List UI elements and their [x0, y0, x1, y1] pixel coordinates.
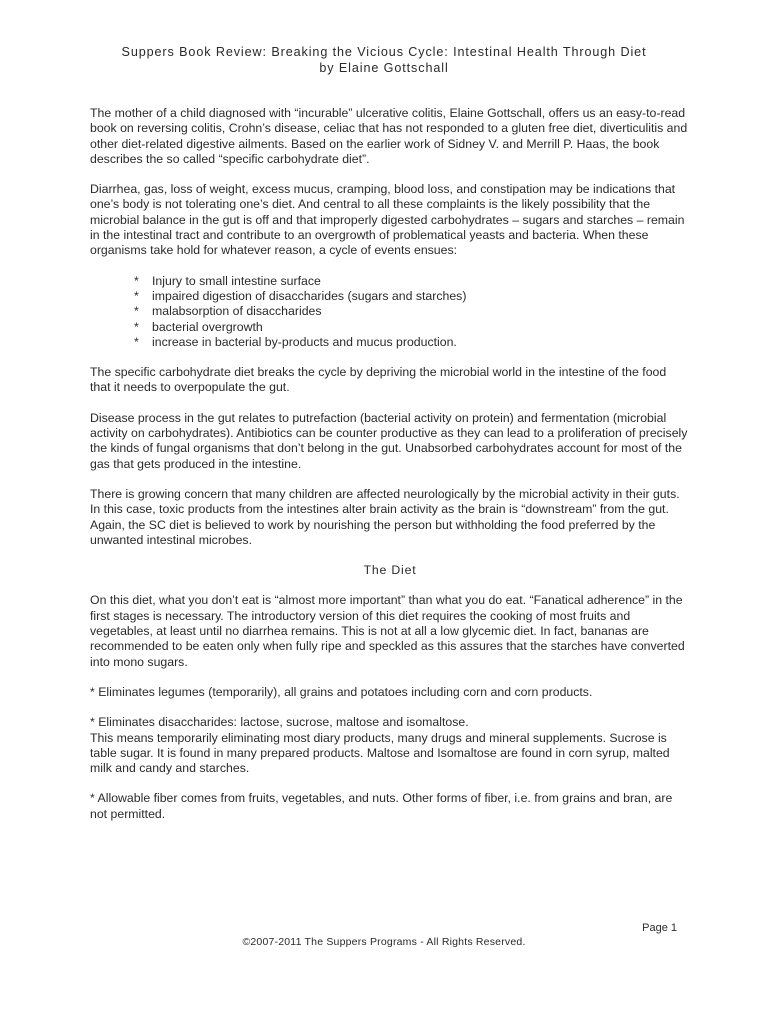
list-item: * malabsorption of disaccharides	[134, 304, 322, 319]
paragraph-intro: The mother of a child diagnosed with “incurable” ulcerative colitis, Elaine Gottschall, offers us an easy-to-read book on reversing colitis, Crohn’s disease, celiac that has not responded to a gluten free diet, diverticulitis and other diet-related digestive ailments. Based on the earlier work of Sidney V. and Merrill P. Haas, the book describes the so called “specific carbohydrate diet”.	[90, 106, 688, 166]
page-number: Page 1	[642, 922, 677, 934]
section-heading-the-diet: The Diet	[363, 563, 417, 578]
document-title	[60, 44, 708, 76]
cycle-bullet-list	[90, 274, 690, 350]
paragraph-eliminates-disaccharides: * Eliminates disaccharides: lactose, sucrose, maltose and isomaltose. This means temporarily eliminating most diary products, many drugs and mineral supplements. Sucrose is table sugar. It is found in many prepared products. Maltose and Isomaltose are found in corn syrup, malted milk and candy and starches.	[90, 715, 670, 776]
paragraph-diet-intro: On this diet, what you don’t eat is “almost more important” than what you do eat. “Fanatical adherence” in the first stages is necessary. The introductory version of this diet requires the cooking of most fruits and vegetables, at least until no diarrhea remains. This is not at all a low glycemic diet. In fact, bananas are recommended to be eaten only when fully ripe and speckled as this assures that the starches have converted into mono sugars.	[90, 593, 685, 669]
list-item: * impaired digestion of disaccharides (sugars and starches)	[134, 288, 467, 303]
paragraph-symptoms: Diarrhea, gas, loss of weight, excess mucus, cramping, blood loss, and constipation may be indications that one’s body is not tolerating one’s diet. And central to all these complaints is the likely possibility that the microbial balance in the gut is off and that improperly digested carbohydrates – sugars and starches – remain in the intestinal tract and contribute to an overgrowth of problematical yeasts and bacteria. When these organisms take hold for whatever reason, a cycle of events ensues:	[90, 182, 685, 258]
title-line-2: by Elaine Gottschall	[319, 61, 449, 75]
bullet-marker: *	[134, 334, 139, 349]
document-body	[90, 106, 690, 837]
paragraph-breaks-cycle: The specific carbohydrate diet breaks the cycle by depriving the microbial world in the intestine of the food that it needs to overpopulate the gut.	[90, 365, 667, 395]
paragraph-children: There is growing concern that many children are affected neurologically by the microbial activity in their guts. In this case, toxic products from the intestines alter brain activity as the brain is “downstream” from the gut. Again, the SC diet is believed to work by nourishing the person but withholding the food preferred by the unwanted intestinal microbes.	[90, 486, 680, 547]
paragraph-eliminates-legumes: * Eliminates legumes (temporarily), all grains and potatoes including corn and corn products.	[90, 684, 593, 699]
paragraph-disease-process: Disease process in the gut relates to putrefaction (bacterial activity on protein) and fermentation (microbial activity on carbohydrates). Antibiotics can be counter productive as they can lead to a proliferation of precisely the kinds of fungal organisms that don’t belong in the gut. Unabsorbed carbohydrates account for most of the gas that gets produced in the intestine.	[90, 410, 688, 471]
title-line-1: Suppers Book Review: Breaking the Vicious Cycle: Intestinal Health Through Diet	[121, 45, 647, 59]
list-item: * increase in bacterial by-products and mucus production.	[134, 334, 457, 349]
copyright-footer: ©2007-2011 The Suppers Programs - All Rights Reserved.	[242, 936, 526, 948]
list-item: * Injury to small intestine surface	[134, 273, 321, 288]
paragraph-fiber: * Allowable fiber comes from fruits, vegetables, and nuts. Other forms of fiber, i.e. from grains and bran, are not permitted.	[90, 791, 673, 821]
list-item: * bacterial overgrowth	[134, 319, 263, 334]
bullet-marker: *	[134, 288, 139, 303]
bullet-marker: *	[134, 304, 139, 319]
bullet-marker: *	[134, 319, 139, 334]
bullet-marker: *	[134, 273, 139, 288]
